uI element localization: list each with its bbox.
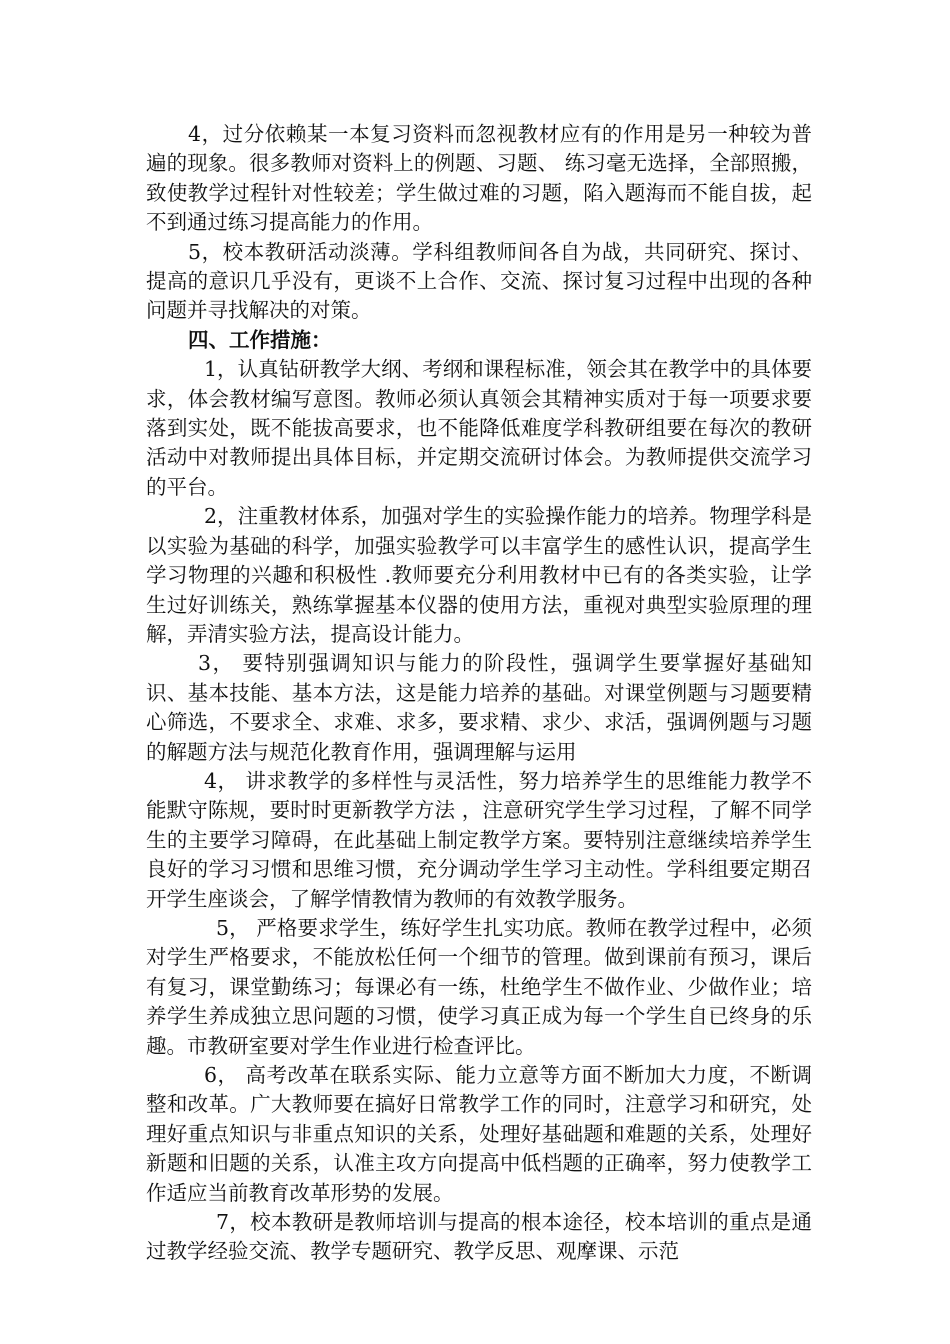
measure-paragraph-3: 3， 要特别强调知识与能力的阶段性，强调学生要掌握好基础知识、基本技能、基本方法，这是能力培养的基础。对课堂例题与习题要精心筛选，不要求全、求难、求多，要求精、求少、求活，强调例题与习题的解题方法与规范化教育作用，强调理解与运用 xyxy=(146,651,812,764)
measure-paragraph-6: 6， 高考改革在联系实际、能力立意等方面不断加大力度，不断调整和改革。广大教师要在搞好日常教学工作的同时，注意学习和研究，处理好重点知识与非重点知识的关系，处理好基础题和难题的关系，处理好新题和旧题的关系，认准主攻方向提高中低档题的正确率，努力使教学工作适应当前教育改革形势的发展。 xyxy=(146,1063,812,1205)
measure-paragraph-4: 4， 讲求教学的多样性与灵活性，努力培养学生的思维能力教学不能默守陈规，要时时更新教学方法 ，注意研究学生学习过程，了解不同学生的主要学习障碍，在此基础上制定教学方案。要特别注意继续培养学生良好的学习习惯和思维习惯，充分调动学生学习主动性。学科组要定期召开学生座谈会，了解学情教情为教师的有效教学服务。 xyxy=(146,768,812,911)
problem-paragraph-4: 4，过分依赖某一本复习资料而忽视教材应有的作用是另一种较为普遍的现象。很多教师对资料上的例题、习题、 练习毫无选择，全部照搬，致使教学过程针对性较差；学生做过难的习题，陷入题海而不能自拔，起不到通过练习提高能力的作用。 xyxy=(146,122,812,235)
measure-paragraph-2: 2，注重教材体系，加强对学生的实验操作能力的培养。物理学科是以实验为基础的科学，加强实验教学可以丰富学生的感性认识，提高学生学习物理的兴趣和积极性 .教师要充分利用教材中已有的各类实验，让学生过好训练关，熟练掌握基本仪器的使用方法，重视对典型实验原理的理解，弄清实验方法，提高设计能力。 xyxy=(146,504,812,646)
measure-paragraph-1: 1，认真钻研教学大纲、考纲和课程标准，领会其在教学中的具体要求，体会教材编写意图。教师必须认真领会其精神实质对于每一项要求要落到实处，既不能拔高要求，也不能降低难度学科教研组要在每次的教研活动中对教师提出具体目标，并定期交流研讨体会。为教师提供交流学习的平台。 xyxy=(146,357,812,499)
document-page xyxy=(146,120,812,1267)
section-heading: 四、工作措施： xyxy=(188,327,332,352)
problem-paragraph-5: 5，校本教研活动淡薄。学科组教师间各自为战，共同研究、探讨、提高的意识几乎没有，更谈不上合作、交流、探讨复习过程中出现的各种问题并寻找解决的对策。 xyxy=(146,239,812,323)
measure-paragraph-5: 5， 严格要求学生，练好学生扎实功底。教师在教学过程中，必须对学生严格要求，不能放松任何一个细节的管理。做到课前有预习，课后有复习，课堂勤练习；每课必有一练，杜绝学生不做作业、少做作业；培养学生养成独立思问题的习惯，使学习真正成为每一个学生自已终身的乐趣。市教研室要对学生作业进行检查评比。 xyxy=(146,915,812,1058)
measure-paragraph-7: 7，校本教研是教师培训与提高的根本途径，校本培训的重点是通过教学经验交流、教学专题研究、教学反思、观摩课、示范 xyxy=(146,1210,812,1264)
